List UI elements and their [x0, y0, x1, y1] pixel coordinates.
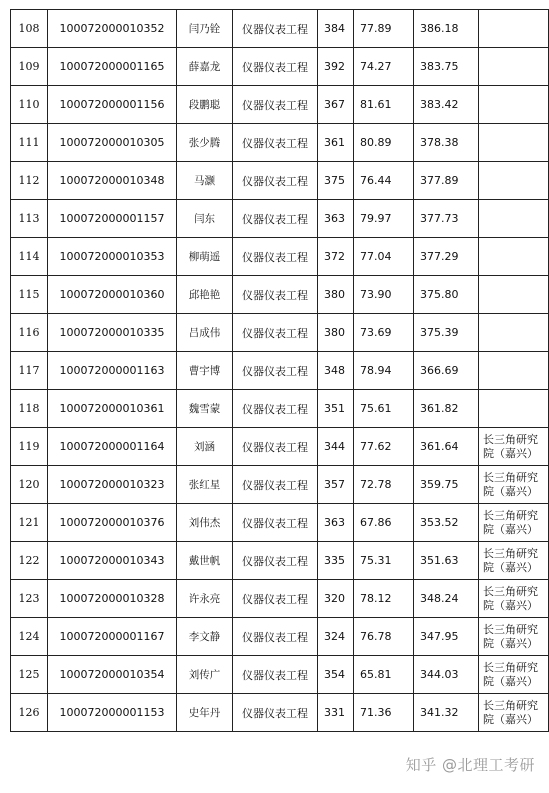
candidate-id-cell: 100072000010360 — [48, 276, 177, 314]
student-name-cell: 邱艳艳 — [177, 276, 233, 314]
student-name-cell: 戴世帆 — [177, 542, 233, 580]
total-score-cell: 344.03 — [414, 656, 479, 694]
interview-score-cell: 79.97 — [354, 200, 414, 238]
initial-score-cell: 380 — [318, 276, 354, 314]
row-index-cell: 124 — [11, 618, 48, 656]
total-score-cell: 348.24 — [414, 580, 479, 618]
initial-score-cell: 392 — [318, 48, 354, 86]
candidate-id-cell: 100072000010328 — [48, 580, 177, 618]
table-row — [11, 238, 549, 276]
table-row — [11, 390, 549, 428]
candidate-id-cell: 100072000010323 — [48, 466, 177, 504]
candidate-id-cell: 100072000001156 — [48, 86, 177, 124]
total-score-cell: 361.82 — [414, 390, 479, 428]
initial-score-cell: 363 — [318, 504, 354, 542]
remark-cell — [479, 10, 549, 48]
row-index-cell: 113 — [11, 200, 48, 238]
total-score-cell: 377.29 — [414, 238, 479, 276]
student-name-cell: 李文静 — [177, 618, 233, 656]
major-cell: 仪器仪表工程 — [233, 618, 318, 656]
initial-score-cell: 375 — [318, 162, 354, 200]
row-index-cell: 114 — [11, 238, 48, 276]
remark-cell: 长三角研究院（嘉兴） — [479, 694, 549, 732]
candidate-id-cell: 100072000001153 — [48, 694, 177, 732]
row-index-cell: 110 — [11, 86, 48, 124]
student-name-cell: 刘传广 — [177, 656, 233, 694]
student-name-cell: 闫东 — [177, 200, 233, 238]
remark-cell — [479, 124, 549, 162]
remark-cell: 长三角研究院（嘉兴） — [479, 656, 549, 694]
initial-score-cell: 357 — [318, 466, 354, 504]
table-row — [11, 314, 549, 352]
remark-cell: 长三角研究院（嘉兴） — [479, 466, 549, 504]
interview-score-cell: 75.31 — [354, 542, 414, 580]
table-row — [11, 694, 549, 732]
table-row — [11, 580, 549, 618]
row-index-cell: 108 — [11, 10, 48, 48]
major-cell: 仪器仪表工程 — [233, 10, 318, 48]
total-score-cell: 375.80 — [414, 276, 479, 314]
major-cell: 仪器仪表工程 — [233, 656, 318, 694]
interview-score-cell: 72.78 — [354, 466, 414, 504]
candidate-id-cell: 100072000010354 — [48, 656, 177, 694]
row-index-cell: 117 — [11, 352, 48, 390]
major-cell: 仪器仪表工程 — [233, 580, 318, 618]
interview-score-cell: 73.90 — [354, 276, 414, 314]
candidate-id-cell: 100072000001165 — [48, 48, 177, 86]
candidate-id-cell: 100072000010335 — [48, 314, 177, 352]
interview-score-cell: 65.81 — [354, 656, 414, 694]
table-row — [11, 466, 549, 504]
total-score-cell: 383.42 — [414, 86, 479, 124]
interview-score-cell: 78.94 — [354, 352, 414, 390]
remark-cell — [479, 200, 549, 238]
major-cell: 仪器仪表工程 — [233, 390, 318, 428]
initial-score-cell: 363 — [318, 200, 354, 238]
initial-score-cell: 335 — [318, 542, 354, 580]
major-cell: 仪器仪表工程 — [233, 694, 318, 732]
initial-score-cell: 361 — [318, 124, 354, 162]
row-index-cell: 126 — [11, 694, 48, 732]
initial-score-cell: 367 — [318, 86, 354, 124]
student-name-cell: 张红星 — [177, 466, 233, 504]
student-name-cell: 柳萌遥 — [177, 238, 233, 276]
remark-cell: 长三角研究院（嘉兴） — [479, 504, 549, 542]
table-row — [11, 542, 549, 580]
table-row — [11, 48, 549, 86]
candidate-id-cell: 100072000010353 — [48, 238, 177, 276]
table-row — [11, 124, 549, 162]
student-name-cell: 段鹏聪 — [177, 86, 233, 124]
student-name-cell: 刘涵 — [177, 428, 233, 466]
interview-score-cell: 77.89 — [354, 10, 414, 48]
major-cell: 仪器仪表工程 — [233, 542, 318, 580]
table-row — [11, 276, 549, 314]
interview-score-cell: 74.27 — [354, 48, 414, 86]
remark-cell — [479, 314, 549, 352]
interview-score-cell: 76.44 — [354, 162, 414, 200]
table-row — [11, 86, 549, 124]
total-score-cell: 351.63 — [414, 542, 479, 580]
total-score-cell: 347.95 — [414, 618, 479, 656]
student-name-cell: 张少腾 — [177, 124, 233, 162]
row-index-cell: 119 — [11, 428, 48, 466]
student-name-cell: 吕成伟 — [177, 314, 233, 352]
major-cell: 仪器仪表工程 — [233, 314, 318, 352]
interview-score-cell: 67.86 — [354, 504, 414, 542]
initial-score-cell: 372 — [318, 238, 354, 276]
remark-cell — [479, 352, 549, 390]
major-cell: 仪器仪表工程 — [233, 124, 318, 162]
candidate-id-cell: 100072000010348 — [48, 162, 177, 200]
initial-score-cell: 324 — [318, 618, 354, 656]
row-index-cell: 118 — [11, 390, 48, 428]
major-cell: 仪器仪表工程 — [233, 48, 318, 86]
table-row — [11, 618, 549, 656]
major-cell: 仪器仪表工程 — [233, 352, 318, 390]
interview-score-cell: 75.61 — [354, 390, 414, 428]
total-score-cell: 377.89 — [414, 162, 479, 200]
total-score-cell: 386.18 — [414, 10, 479, 48]
total-score-cell: 377.73 — [414, 200, 479, 238]
row-index-cell: 121 — [11, 504, 48, 542]
row-index-cell: 122 — [11, 542, 48, 580]
student-name-cell: 曹宇博 — [177, 352, 233, 390]
interview-score-cell: 77.04 — [354, 238, 414, 276]
student-name-cell: 刘伟杰 — [177, 504, 233, 542]
remark-cell — [479, 48, 549, 86]
candidate-id-cell: 100072000001163 — [48, 352, 177, 390]
major-cell: 仪器仪表工程 — [233, 200, 318, 238]
row-index-cell: 125 — [11, 656, 48, 694]
remark-cell: 长三角研究院（嘉兴） — [479, 542, 549, 580]
remark-cell: 长三角研究院（嘉兴） — [479, 428, 549, 466]
major-cell: 仪器仪表工程 — [233, 162, 318, 200]
candidate-id-cell: 100072000010305 — [48, 124, 177, 162]
total-score-cell: 383.75 — [414, 48, 479, 86]
major-cell: 仪器仪表工程 — [233, 466, 318, 504]
candidate-id-cell: 100072000010361 — [48, 390, 177, 428]
initial-score-cell: 331 — [318, 694, 354, 732]
interview-score-cell: 81.61 — [354, 86, 414, 124]
remark-cell — [479, 390, 549, 428]
table-body — [11, 10, 549, 732]
major-cell: 仪器仪表工程 — [233, 276, 318, 314]
total-score-cell: 366.69 — [414, 352, 479, 390]
row-index-cell: 115 — [11, 276, 48, 314]
interview-score-cell: 71.36 — [354, 694, 414, 732]
row-index-cell: 111 — [11, 124, 48, 162]
row-index-cell: 120 — [11, 466, 48, 504]
candidate-id-cell: 100072000010343 — [48, 542, 177, 580]
total-score-cell: 341.32 — [414, 694, 479, 732]
candidate-id-cell: 100072000001164 — [48, 428, 177, 466]
student-name-cell: 马灏 — [177, 162, 233, 200]
initial-score-cell: 380 — [318, 314, 354, 352]
remark-cell — [479, 238, 549, 276]
table-row — [11, 504, 549, 542]
major-cell: 仪器仪表工程 — [233, 504, 318, 542]
student-name-cell: 许永亮 — [177, 580, 233, 618]
initial-score-cell: 351 — [318, 390, 354, 428]
student-name-cell: 史年丹 — [177, 694, 233, 732]
initial-score-cell: 354 — [318, 656, 354, 694]
interview-score-cell: 77.62 — [354, 428, 414, 466]
total-score-cell: 378.38 — [414, 124, 479, 162]
admission-score-table — [10, 9, 549, 732]
total-score-cell: 361.64 — [414, 428, 479, 466]
table-row — [11, 10, 549, 48]
row-index-cell: 123 — [11, 580, 48, 618]
major-cell: 仪器仪表工程 — [233, 238, 318, 276]
initial-score-cell: 384 — [318, 10, 354, 48]
table-row — [11, 352, 549, 390]
total-score-cell: 359.75 — [414, 466, 479, 504]
remark-cell: 长三角研究院（嘉兴） — [479, 618, 549, 656]
candidate-id-cell: 100072000010352 — [48, 10, 177, 48]
initial-score-cell: 344 — [318, 428, 354, 466]
remark-cell — [479, 162, 549, 200]
table-row — [11, 428, 549, 466]
student-name-cell: 薛嘉龙 — [177, 48, 233, 86]
total-score-cell: 353.52 — [414, 504, 479, 542]
student-name-cell: 魏雪蒙 — [177, 390, 233, 428]
zhihu-watermark: 知乎 @北理工考研 — [405, 756, 535, 774]
major-cell: 仪器仪表工程 — [233, 86, 318, 124]
table-row — [11, 162, 549, 200]
initial-score-cell: 348 — [318, 352, 354, 390]
interview-score-cell: 73.69 — [354, 314, 414, 352]
major-cell: 仪器仪表工程 — [233, 428, 318, 466]
total-score-cell: 375.39 — [414, 314, 479, 352]
row-index-cell: 112 — [11, 162, 48, 200]
interview-score-cell: 78.12 — [354, 580, 414, 618]
initial-score-cell: 320 — [318, 580, 354, 618]
candidate-id-cell: 100072000010376 — [48, 504, 177, 542]
student-name-cell: 闫乃铨 — [177, 10, 233, 48]
remark-cell: 长三角研究院（嘉兴） — [479, 580, 549, 618]
candidate-id-cell: 100072000001157 — [48, 200, 177, 238]
remark-cell — [479, 86, 549, 124]
interview-score-cell: 80.89 — [354, 124, 414, 162]
interview-score-cell: 76.78 — [354, 618, 414, 656]
remark-cell — [479, 276, 549, 314]
table-row — [11, 656, 549, 694]
table-row — [11, 200, 549, 238]
row-index-cell: 116 — [11, 314, 48, 352]
row-index-cell: 109 — [11, 48, 48, 86]
candidate-id-cell: 100072000001167 — [48, 618, 177, 656]
